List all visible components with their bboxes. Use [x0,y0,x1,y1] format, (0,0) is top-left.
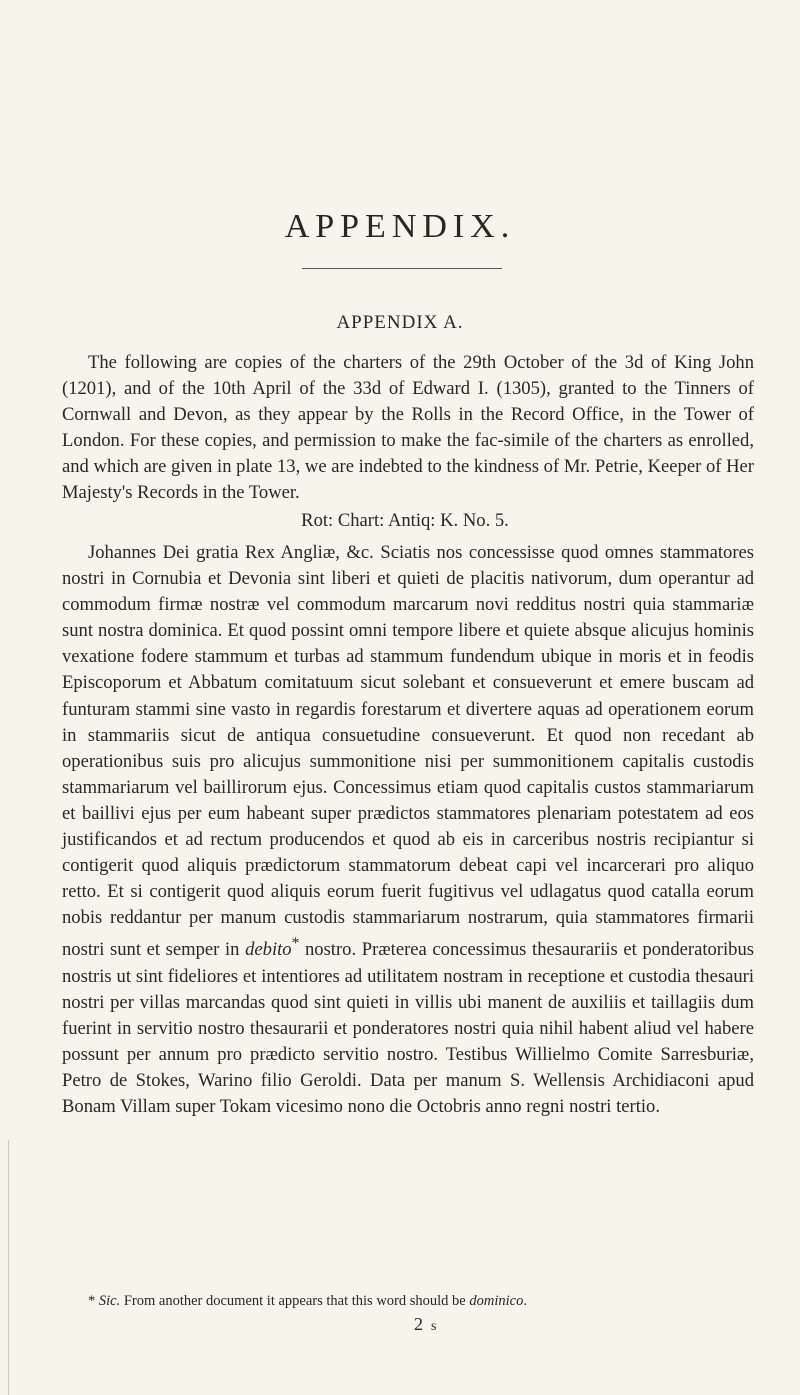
sub-heading: APPENDIX A. [336,312,464,333]
footnote-marker: * [291,935,300,953]
footnote-sic: Sic. [98,1293,121,1309]
roll-reference: Rot: Chart: Antiq: K. No. 5. [301,510,509,531]
signature-letter: s [431,1319,437,1334]
charter-text [62,540,754,1120]
footnote-emphasis: dominico [469,1293,524,1309]
footnote-end: . [523,1293,527,1309]
charter-emphasis: debito [245,939,292,961]
charter-text-part-2: nostro. Præterea concessimus thesaurariis et ponderatoribus nostris ut sint fideliores et intentiores ad utilitatem nostram in receptione et custodia thesauri nostri per villas marcandas quod sint quieti in villis ubi manent de auxiliis et taillagiis dum fuerint in servitio nostro thesaurarii et ponderatores nostri quia nihil habent aliud vel habere possunt per annum pro prædicto servitio nostro. Testibus Willielmo Comite Sarresburiæ, Petro de Stokes, Warino filio Geroldi. Data per manum S. Wellensis Archidiaconi apud Bonam Villam super Tokam vicesimo nono die Octobris anno regni nostri tertio. [62,939,754,1118]
footnote-text: From another document it appears that this word should be [120,1293,470,1309]
heading-rule [302,268,502,269]
signature-mark [414,1314,436,1335]
signature-number: 2 [414,1314,423,1334]
scan-edge-line [8,1140,9,1395]
footnote-mark: * [88,1293,96,1309]
footnote [62,1292,754,1310]
intro-paragraph: The following are copies of the charters of the 29th October of the 3d of King John (1201), and of the 10th April of the 33d of Edward I. (1305), granted to the Tinners of Cornwall and Devon, as they appear by the Rolls in the Record Office, in the Tower of London. For these copies, and permission to make the fac-simile of the charters as enrolled, and which are given in plate 13, we are indebted to the kindness of Mr. Petrie, Keeper of Her Majesty's Records in the Tower. [62,352,754,503]
appendix-heading: APPENDIX. [284,208,516,245]
charter-text-part-1: Johannes Dei gratia Rex Angliæ, &c. Sciatis nos concessisse quod omnes stammatores nostri in Cornubia et Devonia sint liberi et quieti de placitis nativorum, dum operantur ad commodum firmæ nostræ vel commodum marcarum novi redditus nostri quia stammariæ sunt nostra dominica. Et quod possint omni tempore libere et quiete absque alicujus hominis vexatione fodere stammum et turbas ad stammum fundendum ubique in moris et in feodis Episcoporum et Abbatum comitatuum sicut solebant et consueverunt et emere buscam ad funturam stammi sine vasto in regardis forestarum et divertere aquas ad operationem eorum in stammariis sicut de antiqua consuetudine consueverunt. Et quod non recedant ab operationibus suis pro alicujus summonitione nisi per summonitionem capitalis custodis stammariarum vel baillirorum ejus. Concessimus etiam quod capitalis custos stammariarum et baillivi ejus per eum habeant super prædictos stammatores plenariam potestatem ad eos justificandos et ad rectum producendos et quod ab eis in carceribus nostris recipiantur si contigerit quod aliquis prædictorum stammatorum debeat capi vel incarcerari pro aliquo retto. Et si contigerit quod aliquis eorum fuerit fugitivus vel udlagatus quod catalla eorum nobis reddantur per manum custodis stammariarum nostrarum, quia stammatores firmarii nostri sunt et semper in [62,542,754,961]
